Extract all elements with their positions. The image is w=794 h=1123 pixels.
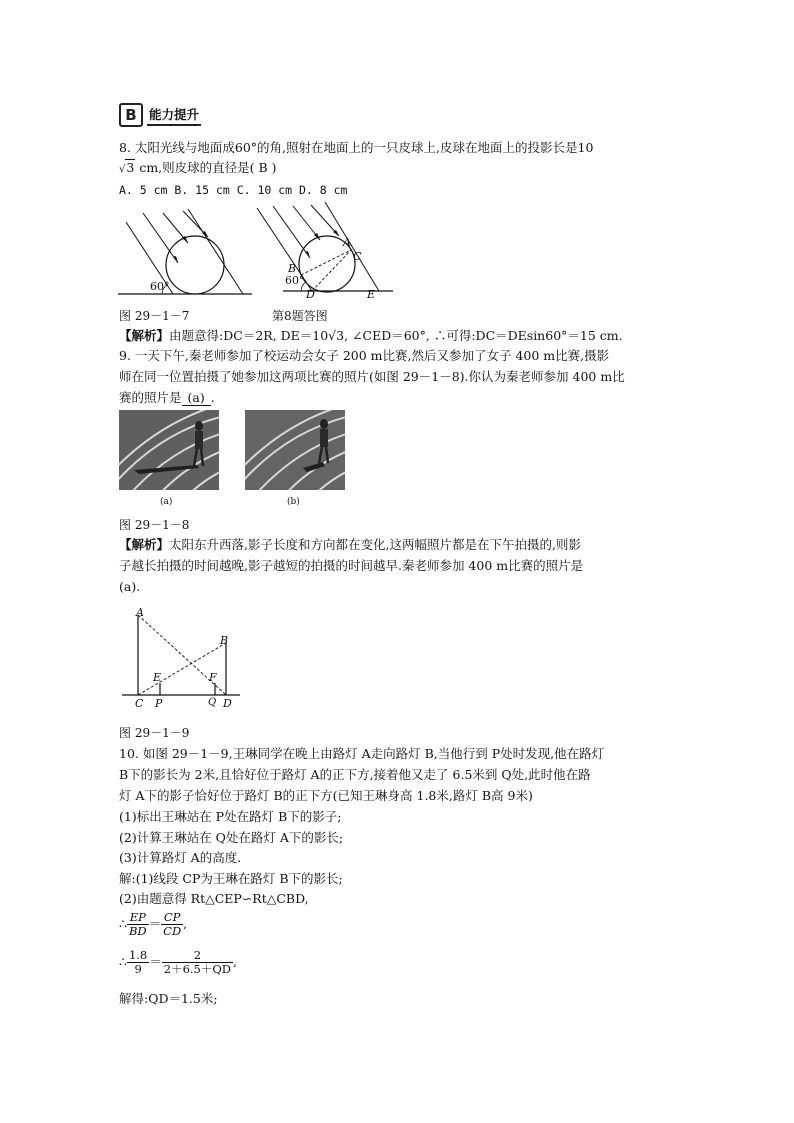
q10-sub2: (2)计算王琳站在 Q处在路灯 A下的影长;: [119, 830, 344, 845]
caption-29-1-8: 图 29－1－8: [119, 518, 190, 532]
figure-29-1-7: [118, 205, 258, 297]
q10-line3: 灯 A下的影子恰好位于路灯 B的正下方(已知王琳身高 1.8米,路灯 B高 9米): [119, 788, 533, 803]
fig-left-angle: 60°: [150, 280, 170, 293]
fig9-label-C: C: [135, 697, 144, 710]
photo-b-label: (b): [287, 497, 300, 507]
ratio1-right: $\frac{CP}{CD}$: [163, 910, 182, 938]
ratio1-left: $\frac{EP}{BD}$: [128, 910, 147, 938]
q8-options: A. 5 cm B. 15 cm C. 10 cm D. 8 cm: [119, 183, 348, 197]
q10-ratio1: ∴ $\frac{EP}{BD}$ ＝ $\frac{CP}{CD}$ ,: [119, 910, 188, 938]
ray-2: [273, 206, 310, 258]
q8-line1: 8. 太阳光线与地面成60°的角,照射在地面上的一只皮球上,皮球在地面上的投影长是10: [119, 140, 594, 155]
q9-line2: 师在同一位置拍摄了她参加这两项比赛的照片(如图 29－1－8).你认为秦老师参加 400 m比: [119, 369, 625, 384]
q10-sub1: (1)标出王琳站在 P处在路灯 B下的影子;: [119, 809, 342, 824]
dashed-c-to-b: [138, 643, 226, 695]
q8-analysis-head: 【解析】: [119, 328, 170, 343]
label-A: A: [343, 236, 351, 249]
fig9-label-D: D: [223, 697, 232, 710]
q10-ratio2: ∴ $\frac{1.8}{9}$ ＝ $\frac{2}{2+6.5+QD}$ ,: [119, 948, 238, 976]
q10-sol1: 解:(1)线段 CP为王琳在路灯 B下的影长;: [119, 871, 343, 886]
q9-analysis-head: 【解析】: [119, 537, 170, 552]
photo-a: [119, 410, 219, 490]
ball-circle: [166, 236, 224, 294]
fig9-label-P: P: [155, 697, 163, 710]
fig9-label-F: F: [209, 671, 217, 684]
q9-analysis-line2: 子越长拍摄的时间越晚,影子越短的拍摄的时间越早.秦老师参加 400 m比赛的照片是: [119, 558, 584, 573]
section-title: 能力提升: [147, 105, 201, 126]
ray-2-arrow: [173, 256, 178, 263]
q10-line2: B下的影长为 2米,且恰好位于路灯 A的正下方,接着他又走了 6.5米到 Q处,此时他在路: [119, 767, 591, 782]
caption-29-1-7: 图 29－1－7: [119, 309, 190, 323]
label-E: E: [367, 288, 376, 301]
q8-sqrt-value: 3: [126, 160, 135, 175]
label-D: D: [306, 288, 315, 301]
fig9-label-A: A: [136, 606, 144, 619]
q10-sol2: (2)由题意得 Rt△CEP∽Rt△CBD,: [119, 891, 309, 906]
fig9-label-B: B: [220, 634, 229, 647]
fig9-label-Q: Q: [208, 697, 217, 708]
q8-line2-rest: cm,则皮球的直径是( B ): [139, 160, 277, 175]
ray-5: [188, 209, 243, 294]
label-B: B: [288, 262, 297, 275]
figure-q8-answer: [255, 200, 395, 300]
q9-line1: 9. 一天下午,秦老师参加了校运动会女子 200 m比赛,然后又参加了女子 400 m比赛,摄影: [119, 348, 610, 363]
photo-a-label: (a): [160, 497, 173, 507]
section-badge-icon: B: [119, 103, 143, 127]
q8-analysis: [119, 327, 623, 345]
caption-29-1-9: 图 29－1－9: [119, 726, 190, 740]
caption-q8-answer: 第8题答图: [272, 309, 328, 323]
q9-analysis-line3: (a).: [119, 579, 141, 594]
q9-answer: (a): [182, 390, 211, 406]
fig9-label-E: E: [153, 671, 162, 684]
q8-line2: √3 cm,则皮球的直径是( B ): [119, 160, 277, 175]
q10-result: 解得:QD＝1.5米;: [119, 991, 218, 1006]
ratio2-right: $\frac{2}{2+6.5+QD}$: [163, 948, 232, 976]
q10-line1: 10. 如图 29－1－9,王琳同学在晚上由路灯 A走向路灯 B,当他行到 P处时发现,他在路灯: [119, 746, 605, 761]
ratio2-left: $\frac{1.8}{9}$: [128, 948, 148, 976]
photo-b: [245, 410, 345, 490]
section-header: [119, 104, 201, 126]
q9-line3: 赛的照片是 (a) .: [119, 390, 215, 405]
fig-right-angle: 60°: [285, 274, 305, 287]
q10-sub3: (3)计算路灯 A的高度.: [119, 850, 242, 865]
q8-analysis-body: 由题意得:DC＝2R, DE＝10√3, ∠CED＝60°, ∴可得:DC＝DEsin60°＝15 cm.: [169, 328, 623, 343]
q9-analysis-line1: 【解析】太阳东升西落,影子长度和方向都在变化,这两幅照片都是在下午拍摄的,则影: [119, 537, 581, 552]
label-C: C: [353, 250, 362, 263]
